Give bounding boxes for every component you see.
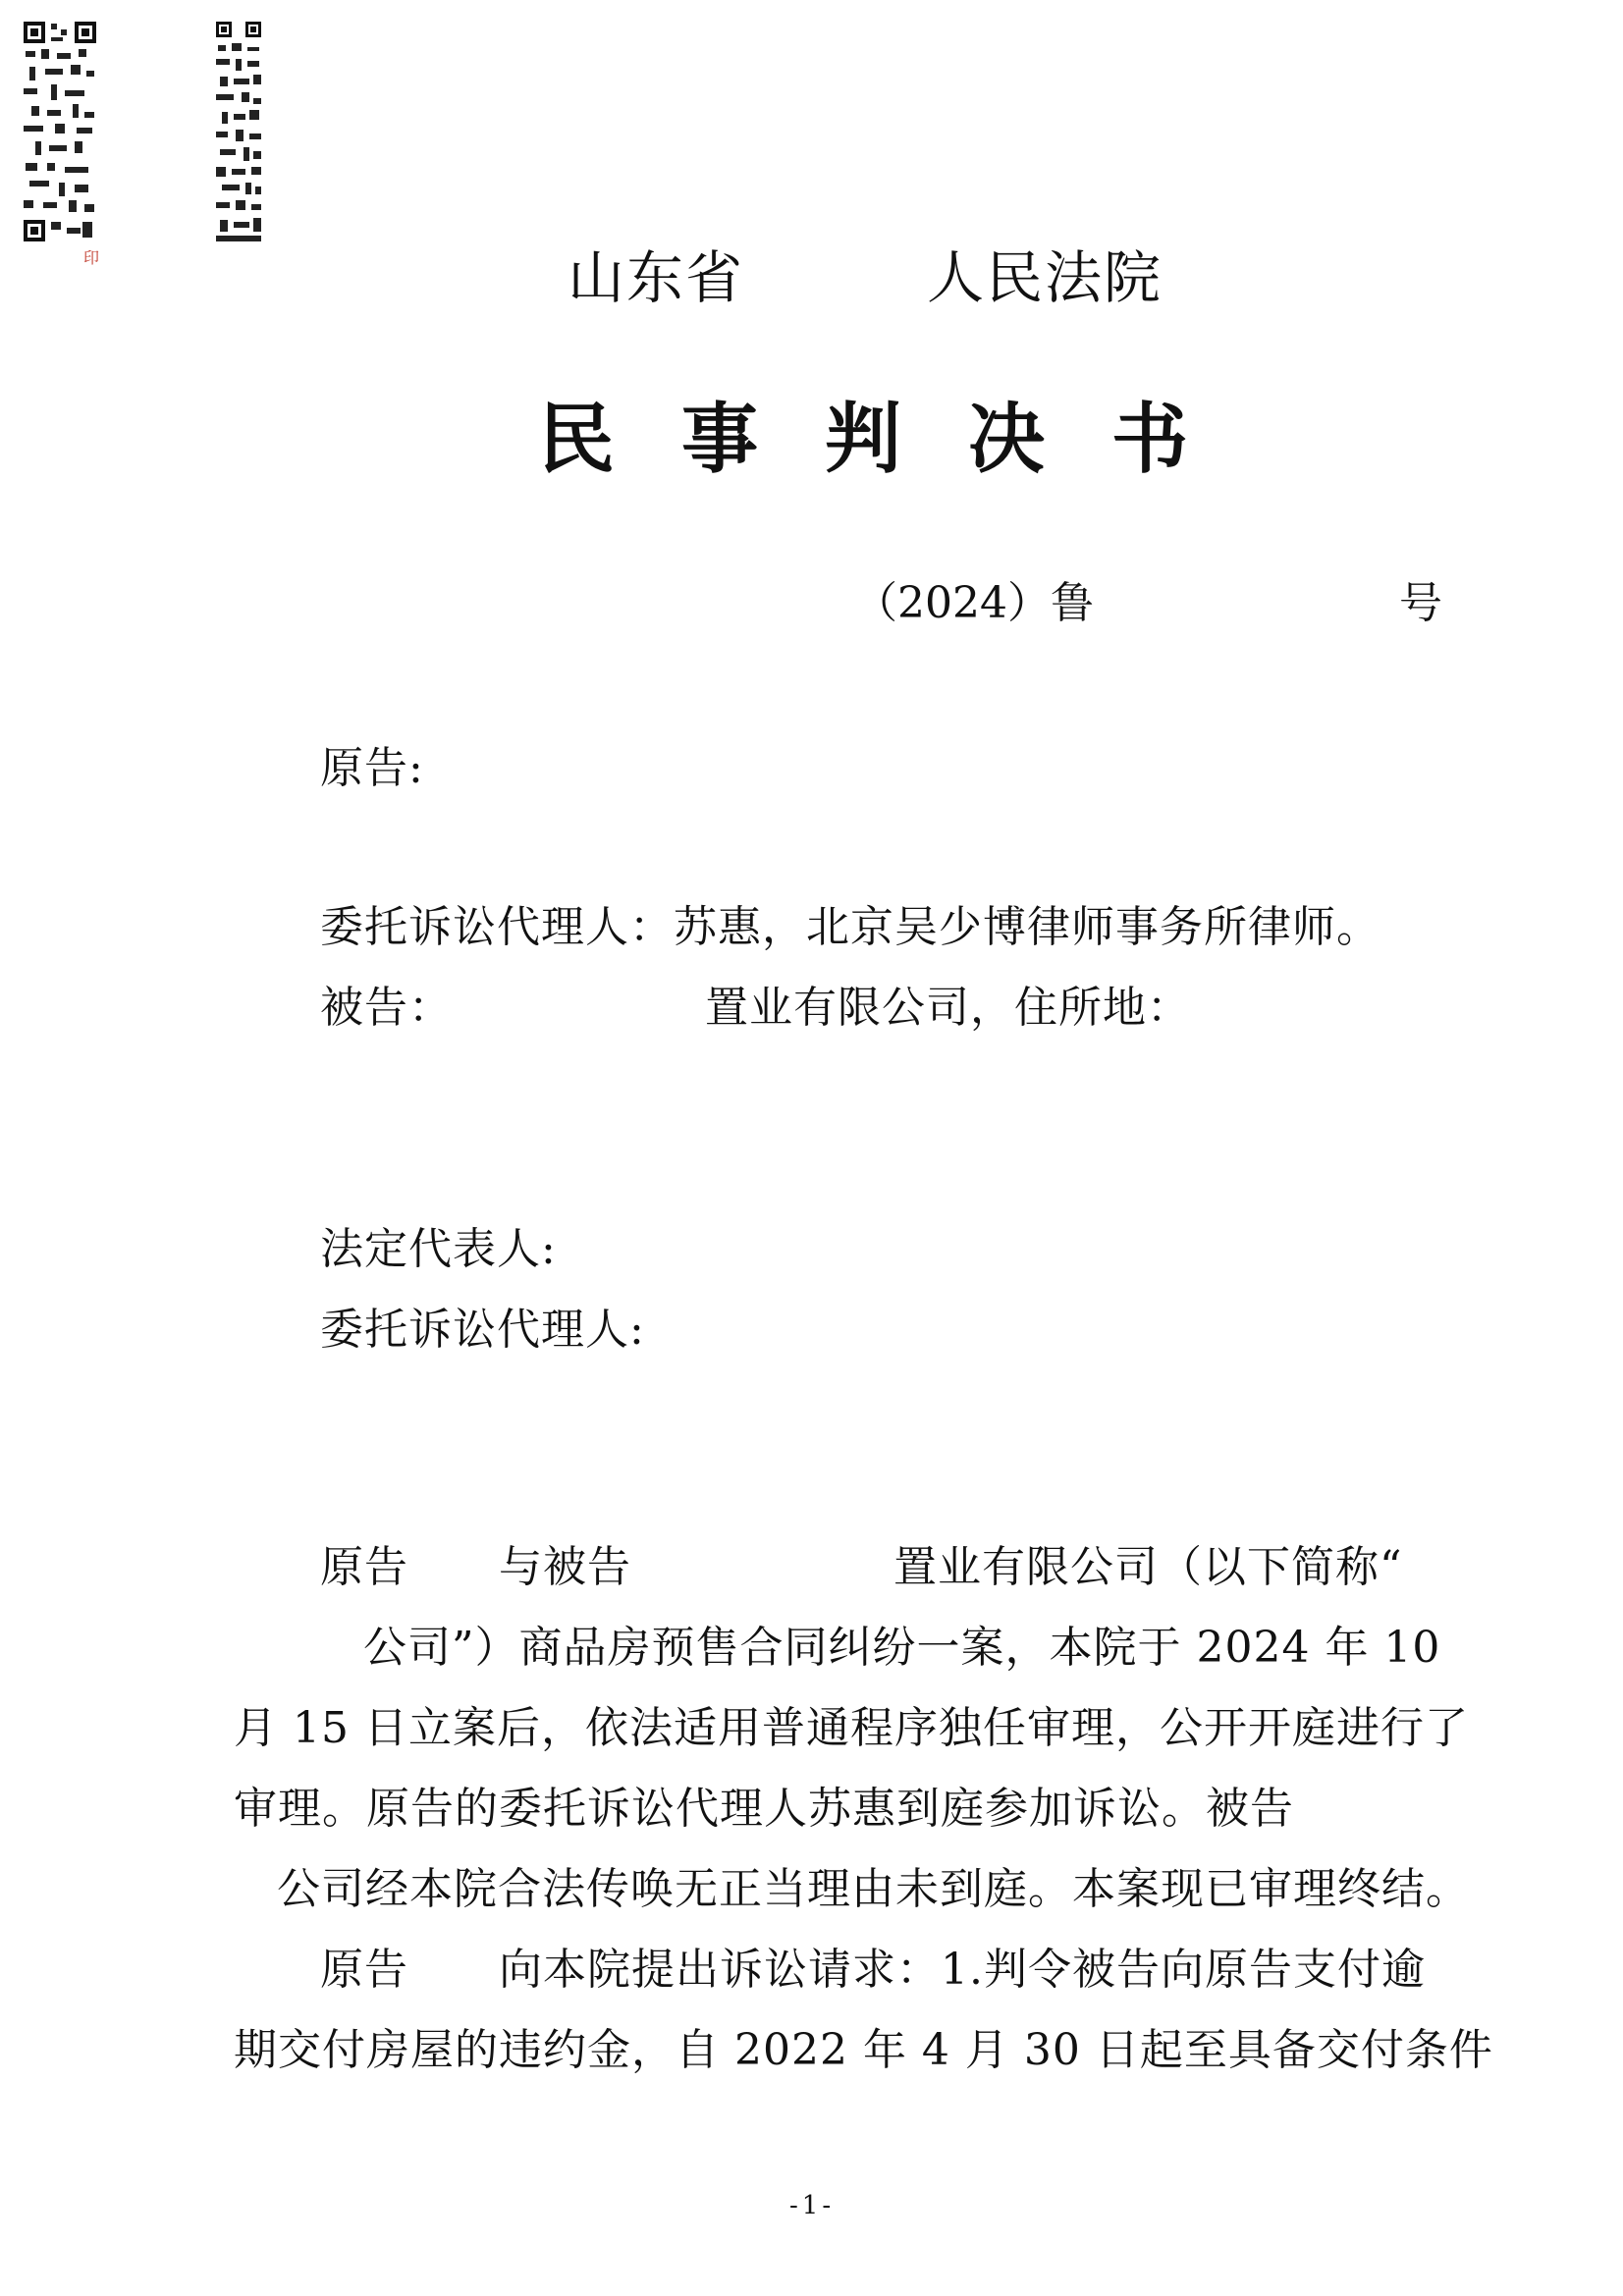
body-p1-line5: 公司经本院合法传唤无正当理由未到庭。本案现已审理终结。 xyxy=(277,1864,1470,1914)
defendant-agent-label: 委托诉讼代理人: xyxy=(320,1305,645,1355)
body-p2-line2: 期交付房屋的违约金，自 2022 年 4 月 30 日起至具备交付条件 xyxy=(234,2025,1493,2075)
qr-code-right xyxy=(214,20,263,243)
defendant-company: 置业有限公司，住所地： xyxy=(705,983,1191,1033)
defendant-line xyxy=(320,972,1449,1033)
body-p2-line1-a: 原告 xyxy=(320,1945,408,1995)
legal-representative-label: 法定代表人: xyxy=(320,1224,557,1274)
body-p1-line3: 月 15 日立案后，依法适用普通程序独任审理，公开开庭进行了 xyxy=(234,1703,1469,1753)
court-name-part2: 人民法院 xyxy=(927,244,1163,311)
qr-code-left xyxy=(22,20,98,245)
defendant-label: 被告： xyxy=(320,983,453,1033)
red-mark: 印 xyxy=(83,248,100,267)
body-p2-line1-b: 向本院提出诉讼请求：1.判令被告向原告支付逾 xyxy=(499,1945,1426,1995)
page-number: -1- xyxy=(789,2191,836,2220)
body-p1-line1-b: 与被告 xyxy=(499,1542,631,1592)
plaintiff-agent: 委托诉讼代理人：苏惠，北京吴少博律师事务所律师。 xyxy=(320,902,1380,952)
body-p1-line2: 公司”）商品房预售合同纠纷一案，本院于 2024 年 10 xyxy=(363,1623,1441,1673)
body-p1-line1-a: 原告 xyxy=(320,1542,408,1592)
case-number-prefix: （2024）鲁 xyxy=(854,578,1094,628)
court-name-part1: 山东省 xyxy=(568,244,745,311)
plaintiff-label: 原告: xyxy=(320,743,424,793)
document-title: 民事判决书 xyxy=(538,395,1256,484)
case-number-suffix: 号 xyxy=(1399,578,1442,628)
body-p1-line4: 审理。原告的委托诉讼代理人苏惠到庭参加诉讼。被告 xyxy=(234,1784,1294,1834)
body-p1-line1-c: 置业有限公司（以下简称“ xyxy=(893,1542,1403,1592)
